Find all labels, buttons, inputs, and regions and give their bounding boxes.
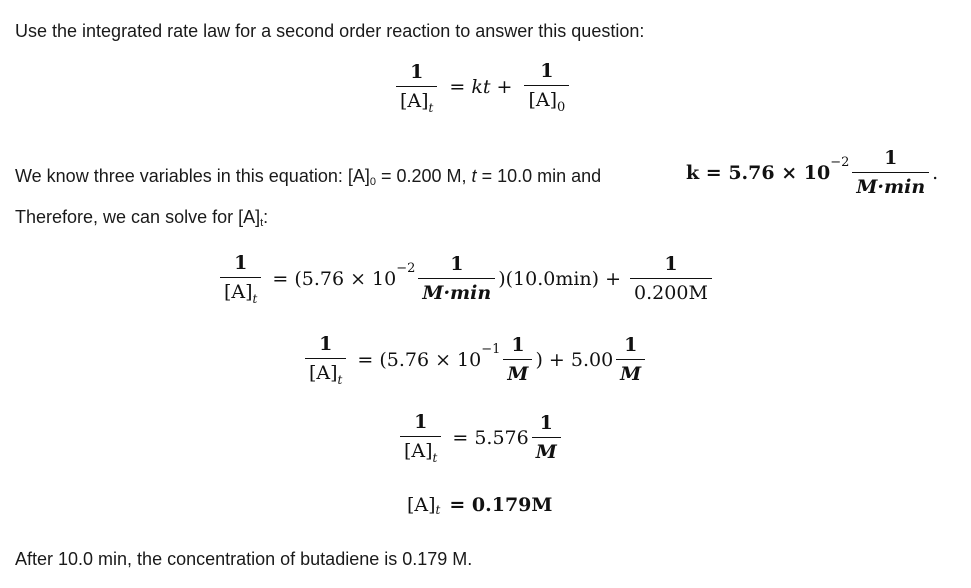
solution-step-3: $\frac{1}{[A]_t}$ = 5.576 $\frac{1}{M}$ [397,411,564,464]
intro-text: Use the integrated rate law for a second order reaction to answer this question: [15,21,645,41]
therefore-text: Therefore, we can solve for [A]t: [15,207,269,229]
known-variables-text: We know three variables in this equation: [A]0 = 0.200 M, t = 10.0 min and [15,166,602,188]
solution-step-1: $\frac{1}{[A]_t}$ = (5.76 × 10 −2 $\frac{1}{M\cdot\min}$ )(10.0min) + $\frac{1}{0.200M}$ [217,252,715,305]
rate-law-middle: = kt + [449,76,513,98]
solution-step-2: $\frac{1}{[A]_t}$ = (5.76 × 10 −1 $\frac{1}{M}$ ) + 5.00 $\frac{1}{M}$ [302,333,648,386]
conclusion-text: After 10.0 min, the concentration of butadiene is 0.179 M. [15,549,473,569]
rate-constant-expression: k = 5.76 × 10 −2 $\frac{1}{M\cdot\min}$ . [686,147,939,198]
inverse-conc-fraction: $\frac{1}{[A]_t}$ [396,61,437,114]
rate-constant-unit: $\frac{1}{M\cdot\min}$ [852,147,929,198]
inverse-initial-conc-fraction: $\frac{1}{[A]_0}$ [524,60,569,114]
rate-law-equation [393,60,572,114]
final-answer-equation: [A] t = 0.179M [407,494,553,517]
